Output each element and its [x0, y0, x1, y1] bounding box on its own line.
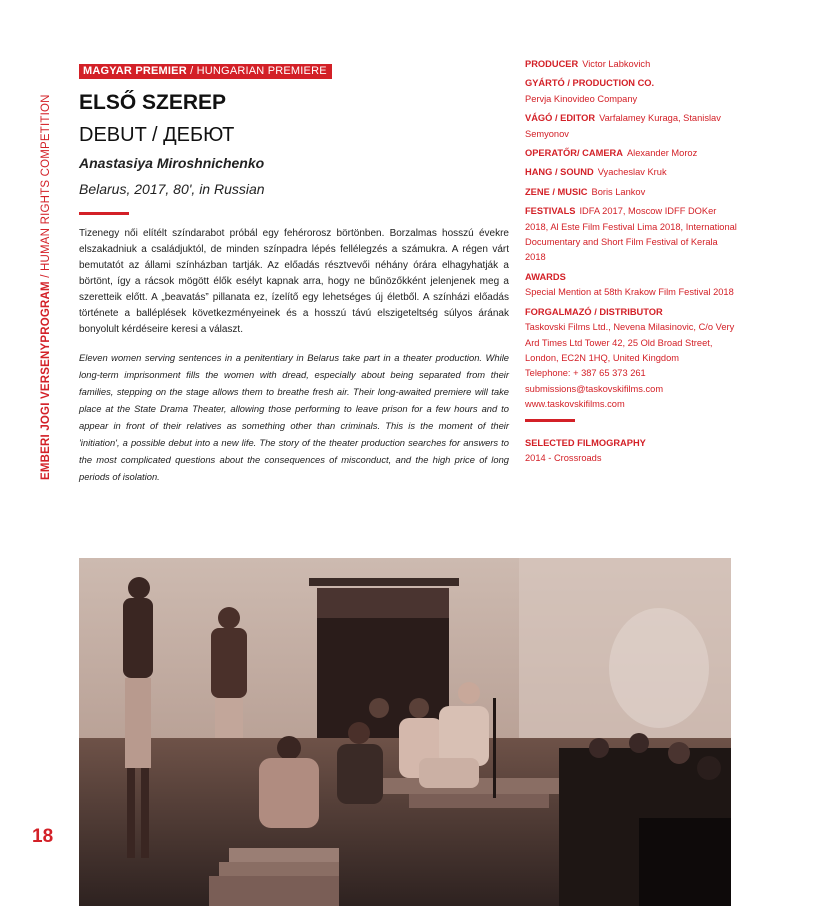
filmography-value: 2014 - Crossroads — [525, 452, 602, 463]
sidebar-label — [40, 94, 52, 480]
sound-label: HANG / SOUND — [525, 167, 594, 178]
distributor-email[interactable]: submissions@taskovskifilms.com — [525, 383, 664, 394]
awards-value: Special Mention at 58th Krakow Film Festival 2018 — [525, 287, 734, 298]
credits-divider — [525, 419, 575, 422]
program-label: EMBERI JOGI VERSENYPROGRAM — [40, 281, 52, 480]
camera-label: OPERATŐR/ CAMERA — [525, 148, 623, 159]
festivals-value: IDFA 2017, Moscow IDFF DOKer 2018, Al Este Film Festival Lima 2018, International Documentary and Short Film Festival of Kerala 2018 — [525, 206, 737, 263]
filmography-label: SELECTED FILMOGRAPHY — [525, 437, 646, 448]
credits-panel — [525, 57, 740, 470]
credit-editor — [525, 111, 740, 142]
competition-label: / HUMAN RIGHTS COMPETITION — [40, 94, 52, 282]
film-still-image — [79, 558, 731, 906]
company-value: Pervja Kinovideo Company — [525, 93, 638, 104]
awards-label: AWARDS — [525, 271, 566, 282]
premiere-tag — [79, 64, 332, 79]
credit-filmography — [525, 436, 740, 467]
producer-value: Victor Labkovich — [582, 59, 651, 69]
premiere-tag-hu: MAGYAR PREMIER — [83, 65, 187, 77]
distributor-line: London, EC2N 1HQ, United Kingdom — [525, 352, 680, 363]
music-value: Boris Lankov — [591, 186, 646, 197]
distributor-website[interactable]: www.taskovskifilms.com — [525, 399, 625, 410]
divider — [79, 212, 129, 215]
credit-producer — [525, 57, 740, 72]
producer-label: PRODUCER — [525, 59, 579, 69]
distributor-label: FORGALMAZÓ / DISTRIBUTOR — [525, 306, 663, 317]
distributor-line: Taskovski Films Ltd., Nevena Milasinovic, C/o Very — [525, 322, 735, 333]
editor-label: VÁGÓ / EDITOR — [525, 113, 596, 124]
credit-festivals — [525, 204, 740, 266]
credit-sound — [525, 165, 740, 180]
festivals-label: FESTIVALS — [525, 206, 576, 217]
premiere-tag-en: / HUNGARIAN PREMIERE — [186, 65, 327, 77]
music-label: ZENE / MUSIC — [525, 186, 588, 197]
camera-value: Alexander Moroz — [626, 148, 698, 159]
credit-awards — [525, 270, 740, 301]
film-director: Anastasiya Miroshnichenko — [79, 155, 265, 171]
film-info: Belarus, 2017, 80', in Russian — [79, 181, 265, 197]
credit-music — [525, 185, 740, 200]
page-number: 18 — [32, 826, 54, 847]
film-title: ELSŐ SZEREP — [79, 91, 227, 114]
distributor-phone: Telephone: + 387 65 373 261 — [525, 368, 646, 379]
film-still-photo — [79, 558, 731, 906]
sound-value: Vyacheslav Kruk — [597, 167, 667, 178]
synopsis-english: Eleven women serving sentences in a penitentiary in Belarus take part in a theater production. While long-term imprisonment fills the women with dread, especially about being separated from their families, stepping on the stage allows them to breathe fresh air. Their long-awaited premiere will take place at the State Drama Theater, allowing those performing to leave prison for a few hours and to appear in front of their relatives as something other than criminals. This is the moment of their 'initiation', a possible debut into a new life. The story of the theater production searches for answers to the most complicated questions about the consequences of misconduct, and the high price of long periods of isolation. — [79, 352, 509, 482]
credit-camera — [525, 146, 740, 161]
editor-value: Varfalamey Kuraga, Stanislav Semyonov — [525, 113, 721, 139]
company-label: GYÁRTÓ / PRODUCTION CO. — [525, 78, 655, 89]
distributor-line: Ard Times Ltd Tower 42, 25 Old Broad Street, — [525, 337, 713, 348]
credit-company — [525, 76, 740, 107]
synopsis-hungarian: Tizenegy női elítélt színdarabot próbál egy fehérorosz börtönben. Borzalmas hosszú évekre elszakadniuk a családjuktól, de minden színpadra lépés fellélegzés a számukra. A régen várt bemutatót az állami színházban tartják. Az előadás résztvevői néhány órára elhagyhatják a börtönt, így a rácsok mögött élők esélyt kapnak arra, hogy ne bűnözőkként jelenjenek meg a szeretteik előtt. A „beavatás” pillanata ez, ízelítő egy lehetséges új életből. A színházi előadás története a balléplések következményeinek és a hosszú távú elszigeteltség súlyos árának bonyolult kérdéseire keresi a választ. — [79, 228, 509, 335]
credit-distributor — [525, 305, 740, 413]
film-subtitle: DEBUT / ДЕБЮТ — [79, 124, 235, 146]
